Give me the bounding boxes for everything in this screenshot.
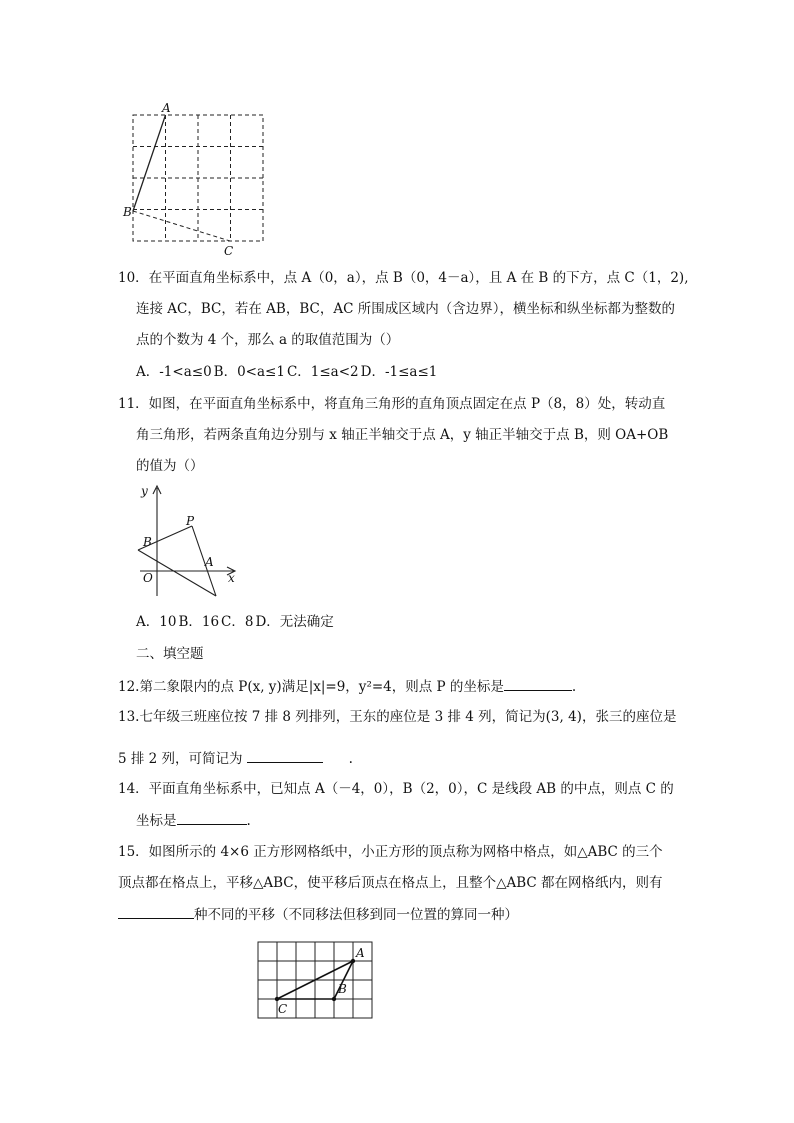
point-p-label: P [186,514,195,528]
point-b-label-fig2: B [143,535,152,549]
q11-option-d: D．无法确定 [255,614,334,630]
point-a-label-fig2: A [205,555,214,569]
q10-option-b: B．0<a≤1 [213,364,285,380]
q14-line-1: 14．平面直角坐标系中，已知点 A（－4，0），B（2，0），C 是线段 AB 的中点，则点 C 的 [118,781,674,797]
coordinate-figure [130,478,250,603]
grid-figure-top [118,100,278,260]
q15-text: 种不同的平移（不同移法但移到同一位置的算同一种） [194,907,518,923]
q11-line-2: 角三角形，若两条直角边分别与 x 轴正半轴交于点 A，y 轴正半轴交于点 B，则 OA+OB [136,427,669,443]
q11-option-a: A．10 [136,614,177,630]
q11-options [136,612,336,632]
origin-label: O [143,571,153,585]
q10-option-c: C．1≤a<2 [286,364,359,380]
point-b-label: B [123,205,132,219]
q14-answer-blank[interactable] [177,810,247,825]
q10-line-2: 连接 AC，BC，若在 AB，BC，AC 所围成区域内（含边界），横坐标和纵坐标都为整数的 [136,301,675,317]
q15-answer-blank[interactable] [118,904,194,919]
q12-text: 12.第二象限内的点 P(x, y)满足|x|=9，y²=4，则点 P 的坐标是 [118,679,504,695]
q13-end: . [348,751,353,767]
q15-line-2: 顶点都在格点上，平移△ABC，使平移后顶点在格点上，且整个△ABC 都在网格纸内，则有 [118,875,663,891]
point-a-label: A [162,101,171,115]
axis-y-label: y [141,484,148,498]
q14-line-2 [136,810,251,831]
grid-figure-bottom [254,938,380,1024]
q11-line-3: 的值为（） [136,458,204,474]
point-c-label-fig3: C [278,1002,288,1016]
q10-option-a: A．-1<a≤0 [136,364,212,380]
point-b-label-fig3: B [338,982,347,996]
q10-option-d: D．-1≤a≤1 [360,364,438,380]
q13-answer-blank[interactable] [247,748,323,763]
point-a-label-fig3: A [356,946,365,960]
point-c-label: C [224,244,234,258]
q10-line-3: 点的个数为 4 个，那么 a 的取值范围为（） [136,332,400,348]
q13-line-2 [118,748,353,769]
q11-option-c: C．8 [221,614,254,630]
axis-x-label: x [228,571,235,585]
q13-text: 5 排 2 列，可简记为 [118,751,243,767]
q15-line-1: 15．如图所示的 4×6 正方形网格纸中，小正方形的顶点称为网格中格点，如△ABC 的三个 [118,844,663,860]
q11-line-1: 11．如图，在平面直角坐标系中，将直角三角形的直角顶点固定在点 P（8，8）处，转动直 [118,396,666,412]
q12-line [118,676,576,697]
q10-line-1: 10．在平面直角坐标系中，点 A（0，a），点 B（0，4－a），且 A 在 B 的下方，点 C（1，2), [118,270,689,286]
section-heading: 二、填空题 [136,646,204,662]
q12-answer-blank[interactable] [504,676,572,691]
q12-end: . [571,679,577,695]
q13-line-1: 13.七年级三班座位按 7 排 8 列排列，王东的座位是 3 排 4 列，简记为(3, 4)，张三的座位是 [118,709,677,725]
q14-text: 坐标是 [136,813,177,829]
q14-end: . [246,813,251,829]
q10-options [136,362,439,382]
q15-line-3 [118,904,518,925]
q11-option-b: B．16 [178,614,220,630]
